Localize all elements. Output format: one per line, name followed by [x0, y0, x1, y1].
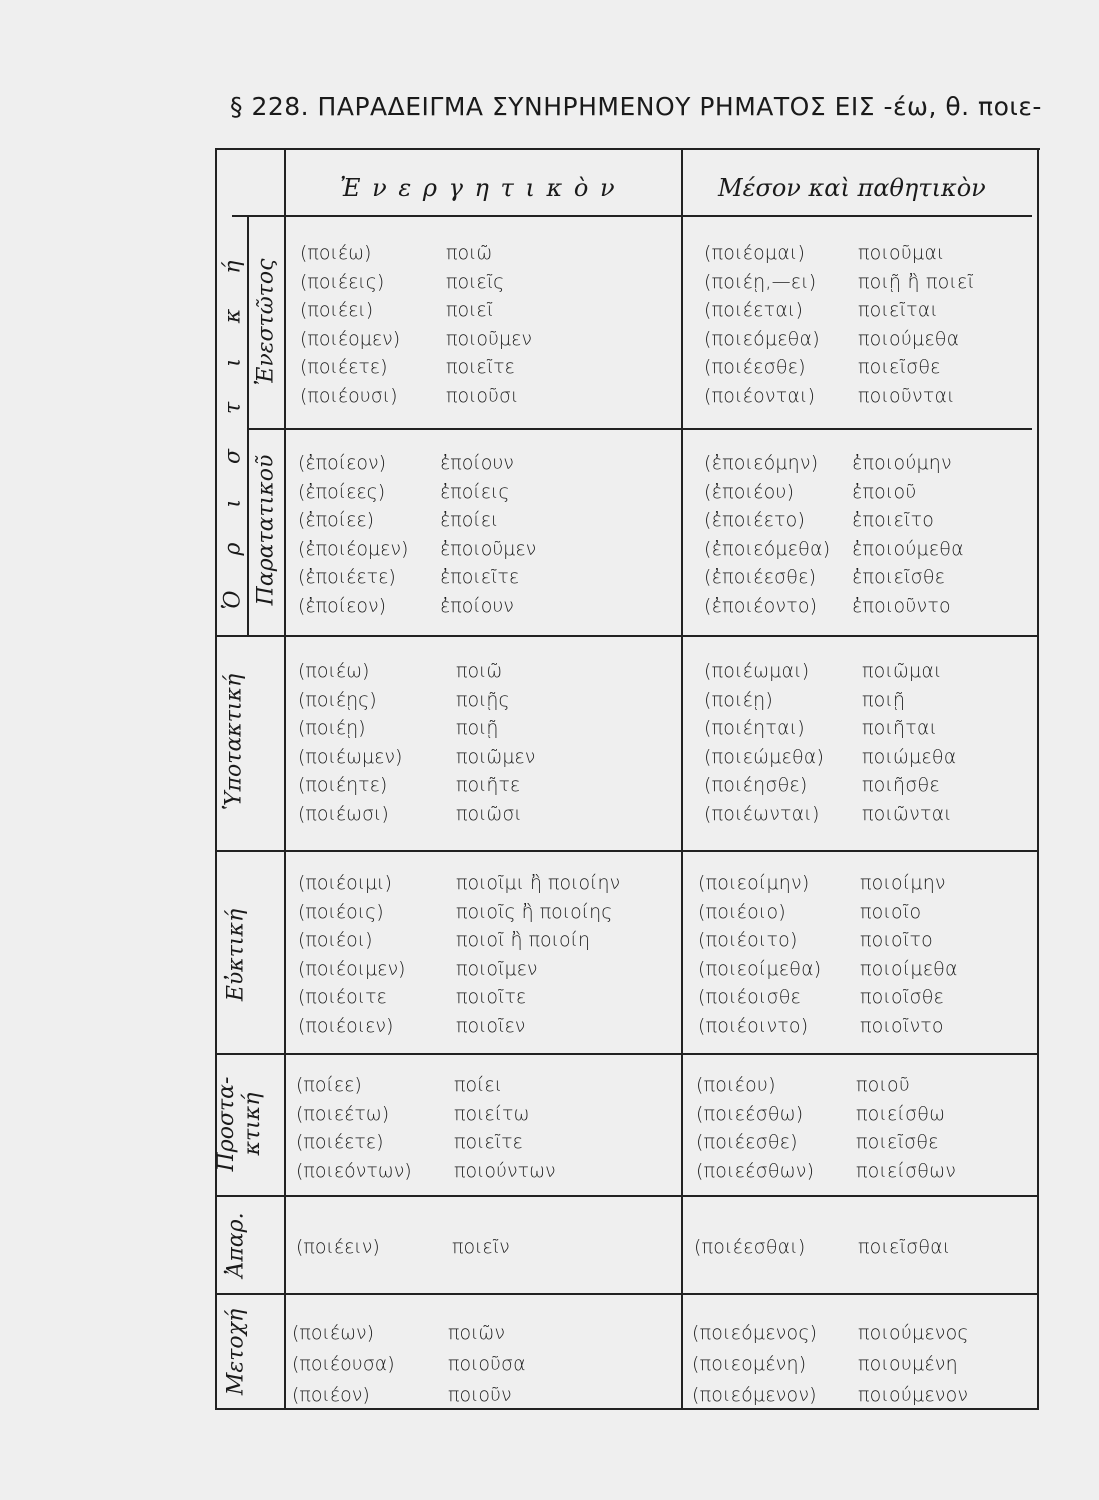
form-enestotos-middle-open: (ποιέομαι): [704, 242, 806, 264]
form-aparemfato-middle-open: (ποιέεσθαι): [694, 1236, 806, 1258]
form-paratatikou-middle-open: (ἐποιεόμεθα): [704, 537, 831, 560]
form-enestotos-active-open: (ποιέει): [300, 299, 374, 322]
form-euktiki-middle-contract: ποιοῖντο: [860, 1015, 944, 1037]
form-prostaktiki-middle-contract: ποιείσθω: [856, 1102, 946, 1125]
form-paratatikou-active-contract: ἐποίουν: [440, 595, 514, 617]
form-paratatikou-active-open: (ἐποίεες): [298, 480, 386, 503]
form-enestotos-middle-contract: ποιούμεθα: [858, 327, 960, 350]
label-enestotos: Ἐνεστῶτος: [253, 258, 279, 386]
form-enestotos-active-contract: ποιοῦμεν: [446, 327, 533, 350]
form-enestotos-active-open: (ποιέουσι): [300, 385, 398, 407]
form-aparemfato-middle-contract: ποιεῖσθαι: [858, 1236, 951, 1258]
form-enestotos-middle-contract: ποιεῖσθε: [858, 356, 941, 379]
form-ypotaktiki-active-contract: ποιῆτε: [456, 774, 521, 797]
form-prostaktiki-middle-contract: ποιοῦ: [856, 1074, 911, 1096]
rule-aparemfato-metochi: [215, 1293, 1037, 1295]
form-prostaktiki-active-contract: ποιείτω: [454, 1102, 530, 1125]
table-left-border: [215, 148, 217, 1410]
form-enestotos-middle-contract: ποιοῦμαι: [858, 242, 945, 264]
form-enestotos-middle-open: (ποιέεσθε): [704, 356, 806, 379]
label-ypotaktiki: Ὑποτακτική: [221, 673, 247, 811]
form-ypotaktiki-active-contract: ποιῶσι: [456, 803, 522, 825]
form-paratatikou-active-contract: ἐποιοῦμεν: [440, 537, 537, 560]
form-ypotaktiki-middle-open: (ποιέῃ): [704, 688, 773, 711]
form-enestotos-active-open: (ποιέεις): [300, 270, 385, 293]
form-metochi-active-contract: ποιοῦσα: [448, 1353, 526, 1375]
form-metochi-middle-open: (ποιεόμενος): [692, 1322, 818, 1344]
form-euktiki-active-contract: ποιοῖμεν: [456, 957, 538, 980]
table-right-border: [1037, 148, 1039, 1410]
form-ypotaktiki-active-open: (ποιέητε): [298, 774, 388, 797]
form-ypotaktiki-middle-open: (ποιεώμεθα): [704, 745, 825, 768]
form-enestotos-middle-contract: ποιεῖται: [858, 299, 939, 322]
tense-subcolumn-divider: [247, 215, 249, 635]
form-prostaktiki-middle-open: (ποιεέσθων): [696, 1159, 815, 1182]
form-euktiki-middle-open: (ποιέοιο): [698, 900, 786, 923]
form-enestotos-middle-open: (ποιεόμεθα): [704, 327, 820, 350]
form-enestotos-active-contract: ποιεῖς: [446, 270, 505, 293]
form-enestotos-middle-contract: ποιῇ ἢ ποιεῖ: [858, 270, 975, 293]
form-euktiki-middle-open: (ποιέοιτο): [698, 929, 798, 952]
label-prostaktiki-line1: Προστα-: [214, 1076, 239, 1172]
form-ypotaktiki-active-contract: ποιῶ: [456, 660, 503, 682]
form-metochi-middle-open: (ποιεομένη): [692, 1353, 807, 1375]
form-ypotaktiki-middle-contract: ποιώμεθα: [862, 745, 957, 768]
form-paratatikou-active-open: (ἐποίεε): [298, 509, 375, 532]
rule-ypotaktiki-euktiki: [215, 850, 1037, 852]
form-ypotaktiki-middle-contract: ποιῆσθε: [862, 774, 940, 797]
form-prostaktiki-active-open: (ποιέετε): [296, 1131, 384, 1154]
form-ypotaktiki-middle-contract: ποιῶμαι: [862, 660, 942, 682]
form-euktiki-active-open: (ποιέοις): [298, 900, 384, 923]
form-ypotaktiki-middle-contract: ποιῆται: [862, 717, 938, 740]
form-euktiki-middle-contract: ποιοῖο: [860, 900, 922, 923]
voice-column-divider: [681, 148, 683, 1410]
rule-oristiki-ypotaktiki: [215, 635, 1037, 637]
form-prostaktiki-middle-open: (ποιέου): [696, 1074, 776, 1096]
label-oristiki: Ὁ ρ ι σ τ ι κ ή: [220, 246, 246, 610]
table-top-border: [215, 148, 1040, 150]
form-euktiki-active-contract: ποιοῖ ἢ ποιοίη: [456, 929, 591, 952]
form-prostaktiki-active-contract: ποιεῖτε: [454, 1131, 523, 1154]
form-ypotaktiki-middle-open: (ποιέηται): [704, 717, 805, 740]
label-prostaktiki-line2: κτική: [240, 1092, 265, 1156]
form-paratatikou-middle-contract: ἐποιεῖτο: [852, 509, 935, 532]
form-ypotaktiki-active-open: (ποιέωμεν): [298, 745, 403, 768]
form-enestotos-middle-open: (ποιέεται): [704, 299, 804, 322]
form-ypotaktiki-middle-contract: ποιῇ: [862, 688, 906, 711]
form-ypotaktiki-middle-open: (ποιέωμαι): [704, 660, 810, 682]
form-metochi-active-contract: ποιῶν: [448, 1322, 505, 1344]
form-ypotaktiki-active-open: (ποιέω): [298, 660, 370, 682]
form-prostaktiki-active-open: (ποιεόντων): [296, 1159, 412, 1182]
form-paratatikou-middle-contract: ἐποιεῖσθε: [852, 566, 946, 589]
form-paratatikou-middle-open: (ἐποιέου): [704, 480, 795, 503]
form-ypotaktiki-active-contract: ποιῇ: [456, 717, 499, 740]
form-ypotaktiki-active-open: (ποιέῃς): [298, 688, 377, 711]
page-title: § 228. ΠΑΡΑΔΕΙΓΜΑ ΣΥΝΗΡΗΜΕΝΟΥ ΡΗΜΑΤΟΣ ΕΙΣ -έω, θ. ποιε-: [230, 92, 1042, 121]
form-paratatikou-active-open: (ἐποίεον): [298, 452, 387, 474]
form-euktiki-active-open: (ποιέοιμεν): [298, 957, 406, 980]
form-euktiki-active-contract: ποιοῖμι ἢ ποιοίην: [456, 872, 621, 894]
form-ypotaktiki-active-open: (ποιέωσι): [298, 803, 389, 825]
form-paratatikou-active-contract: ἐποίει: [440, 509, 499, 532]
form-metochi-middle-contract: ποιούμενος: [858, 1322, 969, 1344]
form-euktiki-active-contract: ποιοῖς ἢ ποιοίης: [456, 900, 613, 923]
form-euktiki-middle-contract: ποιοίμεθα: [860, 957, 958, 980]
form-metochi-middle-contract: ποιουμένη: [858, 1353, 958, 1375]
form-euktiki-active-open: (ποιέοι): [298, 929, 373, 952]
form-enestotos-active-contract: ποιῶ: [446, 242, 493, 264]
form-ypotaktiki-active-contract: ποιῶμεν: [456, 745, 536, 768]
form-metochi-active-contract: ποιοῦν: [448, 1384, 512, 1406]
form-enestotos-active-open: (ποιέομεν): [300, 327, 401, 350]
rule-enestotos-paratatikou: [247, 428, 1032, 430]
rule-euktiki-prostaktiki: [215, 1053, 1037, 1055]
form-paratatikou-active-open: (ἐποίεον): [298, 595, 387, 617]
form-paratatikou-active-contract: ἐποίουν: [440, 452, 514, 474]
form-metochi-active-open: (ποιέων): [292, 1322, 375, 1344]
form-prostaktiki-middle-open: (ποιεέσθω): [696, 1102, 804, 1125]
label-paratatikou: Παρατατικοῦ: [253, 454, 279, 606]
form-enestotos-active-contract: ποιεῖτε: [446, 356, 515, 379]
form-enestotos-active-open: (ποιέω): [300, 242, 372, 264]
form-metochi-middle-contract: ποιούμενον: [858, 1384, 969, 1406]
form-paratatikou-middle-open: (ἐποιέοντο): [704, 595, 818, 617]
form-ypotaktiki-active-contract: ποιῇς: [456, 688, 510, 711]
form-paratatikou-middle-open: (ἐποιέεσθε): [704, 566, 817, 589]
form-paratatikou-middle-open: (ἐποιεόμην): [704, 452, 819, 474]
label-aparemfato: Ἀπαρ.: [223, 1212, 249, 1278]
form-prostaktiki-active-open: (ποιεέτω): [296, 1102, 390, 1125]
form-paratatikou-active-open: (ἐποιέομεν): [298, 537, 409, 560]
form-prostaktiki-active-contract: ποιούντων: [454, 1159, 556, 1182]
form-prostaktiki-active-open: (ποίεε): [296, 1074, 362, 1096]
form-prostaktiki-middle-contract: ποιεῖσθε: [856, 1131, 939, 1154]
form-aparemfato-active-contract: ποιεῖν: [452, 1236, 510, 1258]
form-euktiki-middle-open: (ποιεοίμεθα): [698, 957, 822, 980]
form-enestotos-middle-open: (ποιέῃ,—ει): [704, 270, 817, 293]
form-euktiki-middle-contract: ποιοῖτο: [860, 929, 933, 952]
form-euktiki-active-open: (ποιέοιεν): [298, 1015, 394, 1037]
form-euktiki-active-contract: ποιοῖτε: [456, 986, 527, 1009]
form-ypotaktiki-middle-open: (ποιέησθε): [704, 774, 808, 797]
form-euktiki-middle-open: (ποιέοισθε: [698, 986, 802, 1009]
form-aparemfato-active-open: (ποιέειν): [296, 1236, 380, 1258]
form-paratatikou-active-contract: ἐποίεις: [440, 480, 510, 503]
form-enestotos-active-contract: ποιεῖ: [446, 299, 494, 322]
form-ypotaktiki-middle-contract: ποιῶνται: [862, 803, 952, 825]
form-paratatikou-middle-open: (ἐποιέετο): [704, 509, 806, 532]
form-prostaktiki-middle-open: (ποιέεσθε): [696, 1131, 798, 1154]
form-enestotos-active-open: (ποιέετε): [300, 356, 388, 379]
header-active: Ἐ ν ε ρ γ η τ ι κ ὸ ν: [340, 174, 617, 202]
form-metochi-active-open: (ποιέουσα): [292, 1353, 395, 1375]
form-paratatikou-middle-contract: ἐποιοῦντο: [852, 595, 951, 617]
form-euktiki-active-open: (ποιέοιτε: [298, 986, 387, 1009]
form-enestotos-active-contract: ποιοῦσι: [446, 385, 519, 407]
form-euktiki-active-open: (ποιέοιμι): [298, 872, 392, 894]
form-euktiki-middle-open: (ποιέοιντο): [698, 1015, 809, 1037]
label-column-divider: [284, 148, 286, 1410]
label-prostaktiki: [214, 1077, 266, 1172]
form-metochi-active-open: (ποιέον): [292, 1384, 370, 1406]
form-paratatikou-active-contract: ἐποιεῖτε: [440, 566, 520, 589]
form-paratatikou-middle-contract: ἐποιοῦ: [852, 480, 917, 503]
header-middle-passive: Μέσον καὶ παθητικὸν: [718, 174, 986, 202]
header-bottom-rule: [232, 215, 1032, 217]
form-prostaktiki-active-contract: ποίει: [454, 1074, 503, 1096]
form-paratatikou-active-open: (ἐποιέετε): [298, 566, 396, 589]
form-ypotaktiki-active-open: (ποιέῃ): [298, 717, 366, 740]
label-euktiki: Εὐκτική: [223, 908, 249, 1002]
form-enestotos-middle-contract: ποιοῦνται: [858, 385, 955, 407]
form-euktiki-middle-open: (ποιεοίμην): [698, 872, 810, 894]
form-paratatikou-middle-contract: ἐποιούμεθα: [852, 537, 964, 560]
table-bottom-border: [215, 1408, 1037, 1410]
label-metochi: Μετοχή: [223, 1308, 249, 1396]
form-euktiki-active-contract: ποιοῖεν: [456, 1015, 526, 1037]
form-euktiki-middle-contract: ποιοίμην: [860, 872, 946, 894]
rule-prostaktiki-aparemfato: [215, 1195, 1037, 1197]
form-metochi-middle-open: (ποιεόμενον): [692, 1384, 817, 1406]
form-paratatikou-middle-contract: ἐποιούμην: [852, 452, 952, 474]
form-prostaktiki-middle-contract: ποιείσθων: [856, 1159, 957, 1182]
form-ypotaktiki-middle-open: (ποιέωνται): [704, 803, 820, 825]
form-euktiki-middle-contract: ποιοῖσθε: [860, 986, 945, 1009]
form-enestotos-middle-open: (ποιέονται): [704, 385, 816, 407]
